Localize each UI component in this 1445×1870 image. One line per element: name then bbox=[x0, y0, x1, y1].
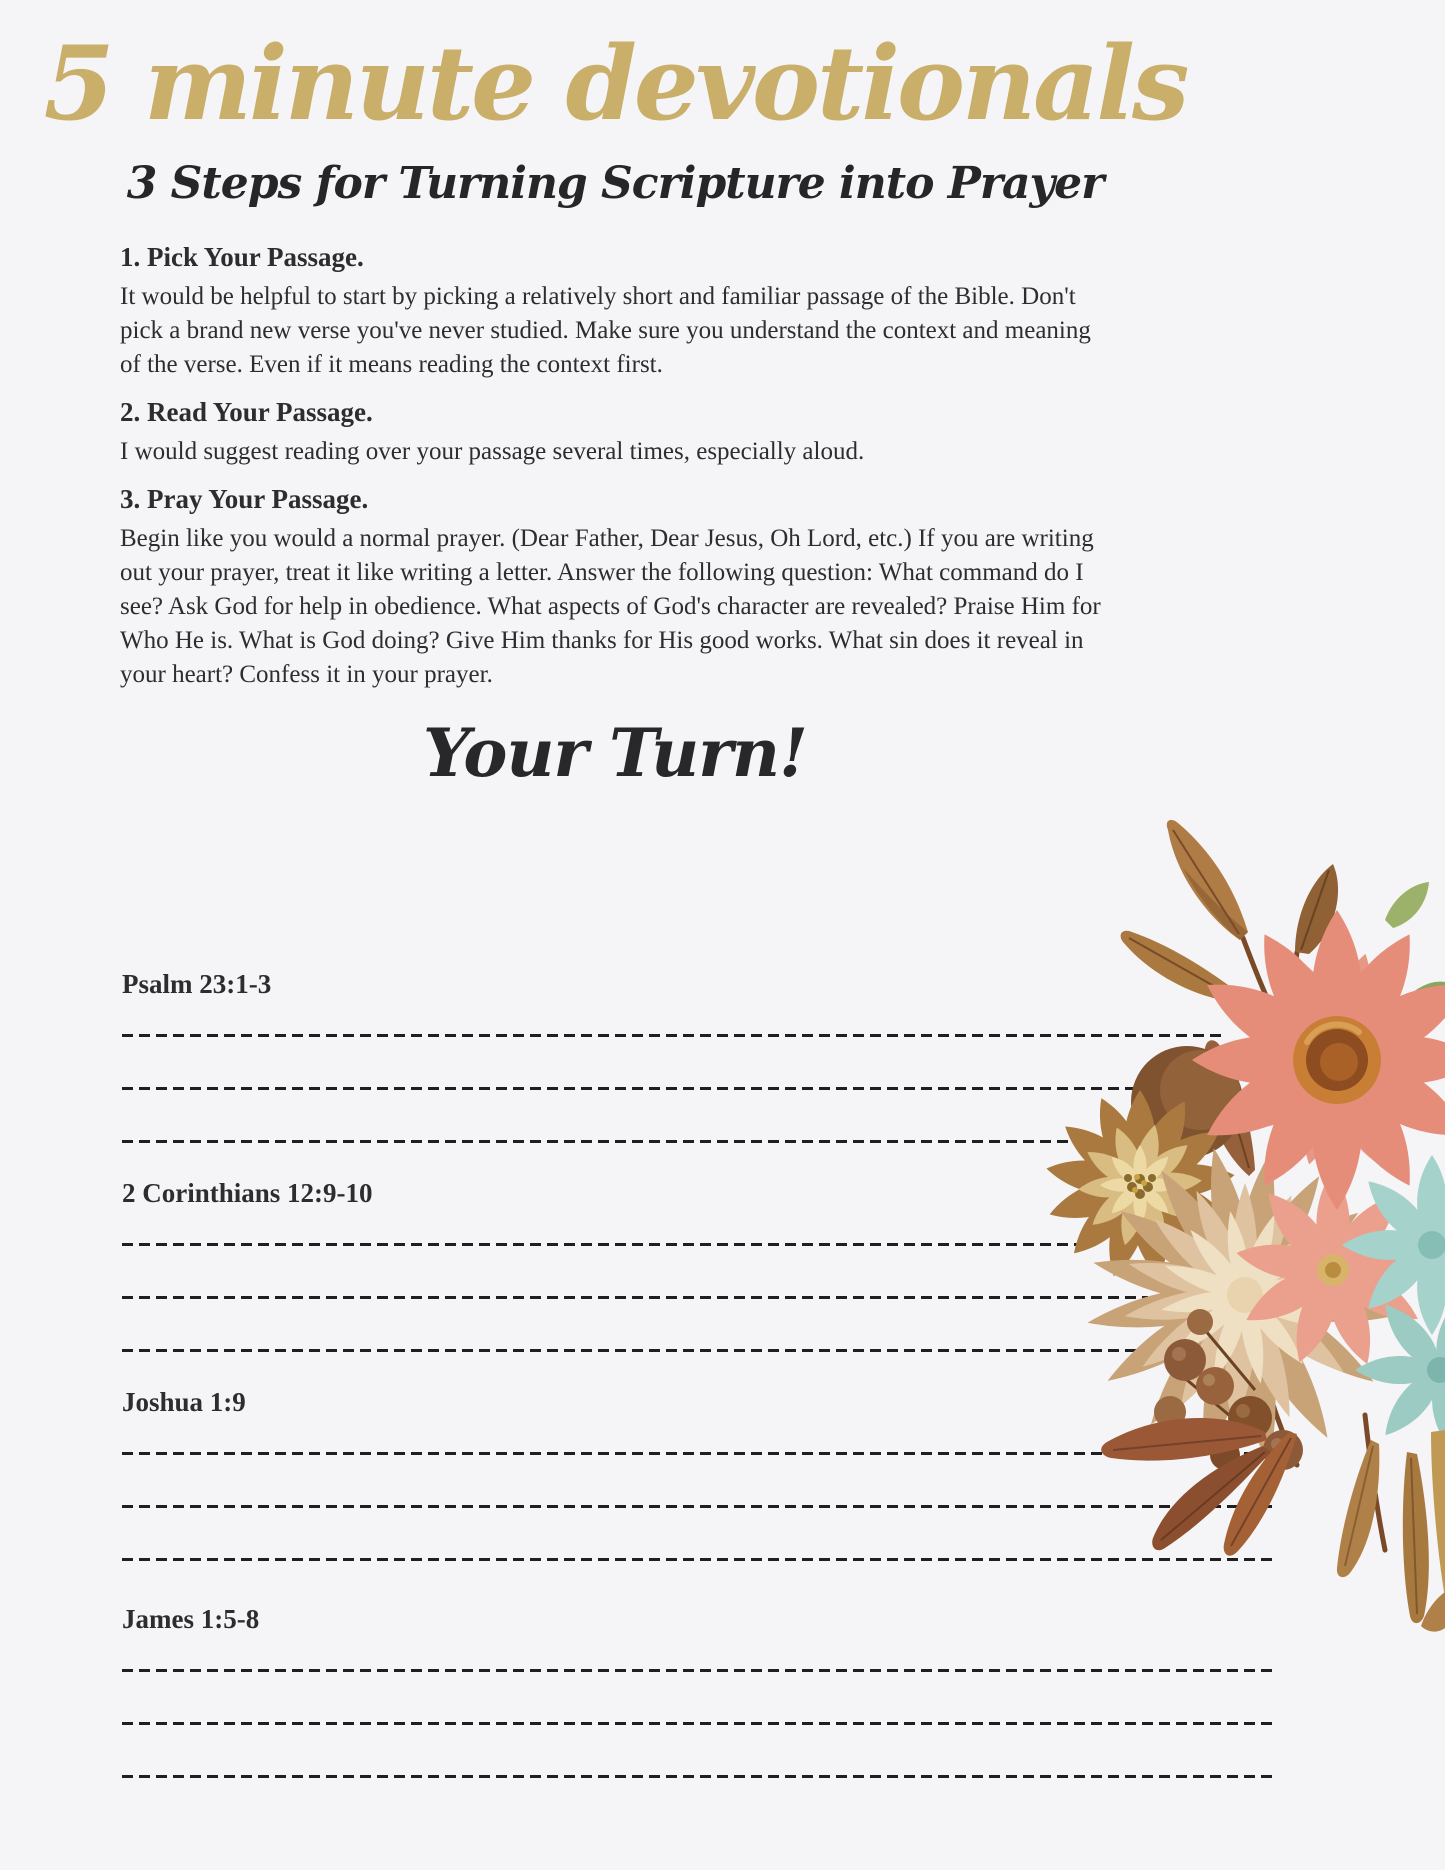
your-turn-heading: Your Turn! bbox=[423, 714, 807, 792]
step-body: I would suggest reading over your passage several times, especially aloud. bbox=[120, 438, 865, 465]
step-body: Begin like you would a normal prayer. (Dear Father, Dear Jesus, Oh Lord, etc.) If you are writing out your prayer, treat it like writing a letter. Answer the following question: What command do I see? Ask God for help in obedience. What aspects of God's character are revealed? Praise Him for Who He is. What is God doing? Give Him thanks for His good works. What sin does it reveal in your heart? Confess it in your prayer. bbox=[120, 525, 1101, 688]
steps-list bbox=[120, 240, 1110, 705]
scripture-reference: 2 Corinthians 12:9-10 bbox=[122, 1178, 373, 1208]
scripture-reference: James 1:5-8 bbox=[122, 1604, 260, 1634]
watercolor-floral-bouquet-illustration bbox=[865, 670, 1445, 1650]
step-heading: 3. Pray Your Passage. bbox=[120, 484, 369, 514]
scripture-reference: Psalm 23:1-3 bbox=[122, 969, 272, 999]
scripture-reference: Joshua 1:9 bbox=[122, 1387, 246, 1417]
step-heading: 1. Pick Your Passage. bbox=[120, 242, 364, 272]
page-subtitle: 3 Steps for Turning Scripture into Prayer bbox=[126, 158, 1104, 209]
writing-line bbox=[122, 1722, 1275, 1725]
writing-line bbox=[122, 1775, 1275, 1778]
step-body: It would be helpful to start by picking a relatively short and familiar passage of the Bible. Don't pick a brand new verse you've never studied. Make sure you understand the context and meaning of the verse. Even if it means reading the context first. bbox=[120, 283, 1091, 378]
writing-line bbox=[122, 1669, 1275, 1672]
page-title: 5 minute devotionals bbox=[43, 24, 1187, 144]
step-heading: 2. Read Your Passage. bbox=[120, 397, 373, 427]
